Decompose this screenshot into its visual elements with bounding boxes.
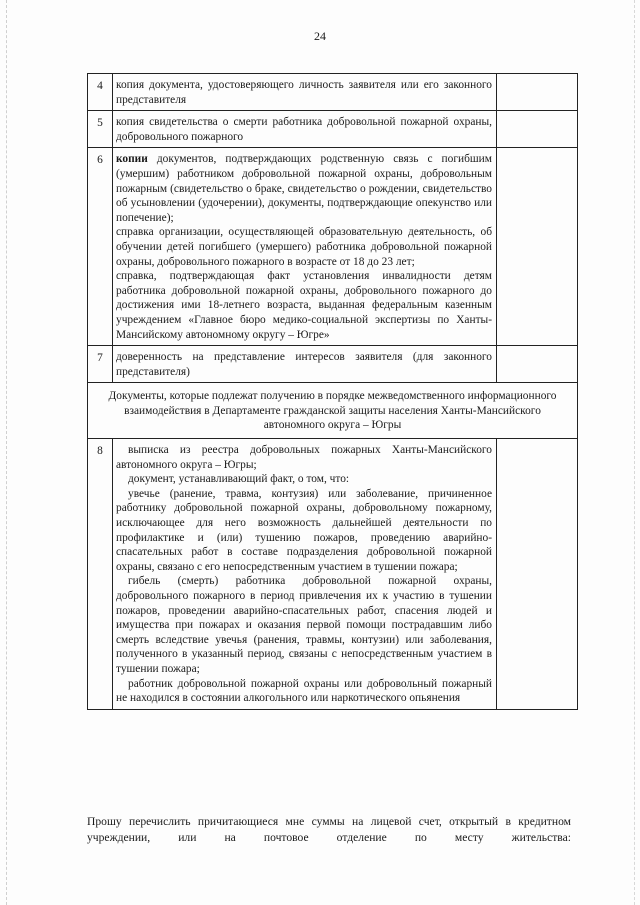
- row-text: [113, 111, 497, 148]
- payment-request-text: Прошу перечислить причитающиеся мне суммы на лицевой счет, открытый в кредитном учреждении, или на почтовое отделение по месту жительства:: [87, 815, 571, 844]
- row-paragraph: документ, устанавливающий факт, о том, что:: [128, 473, 350, 486]
- row-number: 4: [88, 74, 113, 111]
- row-mark-cell: [497, 346, 578, 383]
- row-mark-cell: [497, 111, 578, 148]
- row-text: [113, 74, 497, 111]
- row-paragraph: гибель (смерть) работника добровольной пожарной охраны, добровольного пожарного в период привлечения их к участию в тушении пожаров, проведении аварийно-спасательных работ, спасения людей и имущества при пожарах и оказания первой помощи пострадавшим либо смерть вследствие увечья (ранения, травмы, контузии) или заболевания, полученного в указанный период, связаны с непосредственным участием в тушении пожара;: [116, 575, 492, 675]
- row-number: 7: [88, 346, 113, 383]
- row-paragraph: работник добровольной пожарной охраны или добровольный пожарный не находился в состоянии алкогольного или наркотического опьянения: [116, 677, 492, 705]
- row-number: 8: [88, 439, 113, 710]
- table-row: [88, 439, 578, 710]
- row-paragraph: выписка из реестра добровольных пожарных Ханты-Мансийского автономного округа – Югры;: [116, 444, 492, 471]
- row-paragraph: справка организации, осуществляющей образовательную деятельность, об обучении детей погибшего (умершего) работника добровольной пожарной охраны, добровольного пожарного в возрасте от 18 до 23 лет;: [116, 226, 492, 268]
- row-mark-cell: [497, 439, 578, 710]
- row-paragraph-rest: документов, подтверждающих родственную связь с погибшим (умершим) работником добровольной пожарной охраны, добровольным пожарным (свидетельство о браке, свидетельство о рождении, свидетельство об усыновлении (удочерении), документы, подтверждающие опекунство или попечение);: [116, 153, 492, 224]
- table-row: [88, 111, 578, 148]
- lead-bold-word: копии: [116, 153, 148, 166]
- page-number: 24: [314, 29, 326, 43]
- row-paragraph: увечье (ранение, травма, контузия) или заболевание, причиненное работнику добровольной пожарной охраны, добровольному пожарному, исключающее для него возможность дальнейшей деятельности по профилактике и (или) тушению пожаров, проведению аварийно-спасательных работ в составе подразделения добровольной пожарной охраны, связано с его непосредственным участием в тушении пожара;: [116, 487, 492, 573]
- row-text: [113, 346, 497, 383]
- row-paragraph: [116, 152, 492, 225]
- row-paragraph: копия документа, удостоверяющего личность заявителя или его законного представителя: [116, 79, 492, 106]
- row-number: 5: [88, 111, 113, 148]
- scan-edge-right: [634, 0, 635, 905]
- table-row: [88, 346, 578, 383]
- section-header-row: [88, 383, 578, 439]
- table-row: [88, 74, 578, 111]
- row-paragraph: доверенность на представление интересов заявителя (для законного представителя): [116, 351, 492, 378]
- row-paragraph: справка, подтверждающая факт установления инвалидности детям работника добровольной пожарной охраны, добровольного пожарного до достижения ими 18-летнего возраста, выданная федеральным казенным учреждением «Главное бюро медико-социальной экспертизы по Ханты-Мансийскому автономному округу – Югре»: [116, 270, 492, 341]
- table-row: [88, 148, 578, 346]
- row-paragraph: копия свидетельства о смерти работника добровольной пожарной охраны, добровольного пожарного: [116, 116, 492, 143]
- row-number: 6: [88, 148, 113, 346]
- row-mark-cell: [497, 74, 578, 111]
- section-header: Документы, которые подлежат получению в порядке межведомственного информационного взаимодействия в Департаменте гражданской защиты населения Ханты-Мансийского автономного округа – Югры: [88, 383, 578, 439]
- scan-edge-left: [6, 0, 7, 905]
- row-mark-cell: [497, 148, 578, 346]
- documents-table: [87, 73, 578, 710]
- row-text: [113, 439, 497, 710]
- row-text: [113, 148, 497, 346]
